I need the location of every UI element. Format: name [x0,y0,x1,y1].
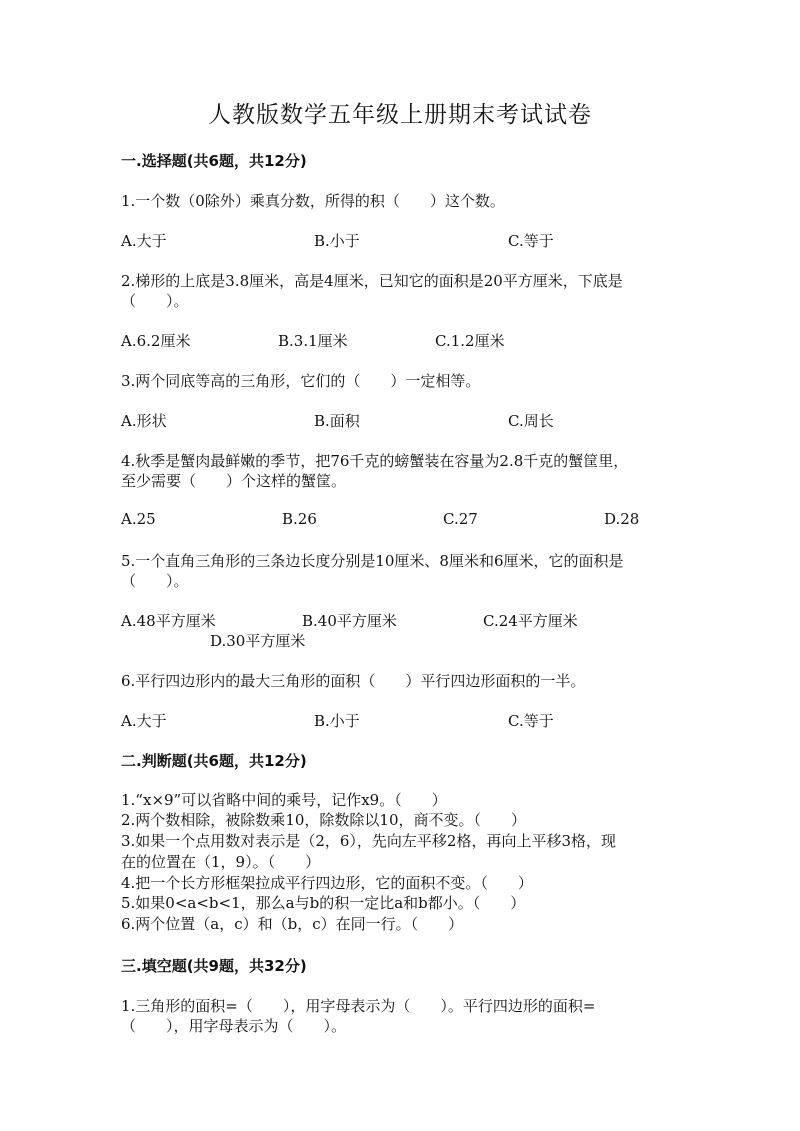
question-text-cont: （ ）。 [121,572,189,590]
question-text: 3.两个同底等高的三角形，它们的（ ）一定相等。 [121,372,481,390]
option-b: B.40平方厘米 [302,612,397,630]
question-text: 2.梯形的上底是3.8厘米，高是4厘米，已知它的面积是20平方厘米，下底是 [121,272,623,290]
question-text: 6.平行四边形内的最大三角形的面积（ ）平行四边形面积的一半。 [121,672,586,690]
option-c: C.等于 [508,232,554,250]
option-c: C.周长 [508,412,554,430]
option-a: A.大于 [121,712,167,730]
question-text: 4.秋季是蟹肉最鲜嫩的季节，把76千克的螃蟹装在容量为2.8千克的蟹筐里， [121,452,629,470]
option-a: A.大于 [121,232,167,250]
option-b: B.小于 [314,712,360,730]
section-heading-fill: 三.填空题(共9题，共32分) [121,957,307,975]
question-text: 5.一个直角三角形的三条边长度分别是10厘米、8厘米和6厘米，它的面积是 [121,552,624,570]
question-text-cont: 至少需要（ ）个这样的蟹筐。 [121,472,347,490]
option-b: B.小于 [314,232,360,250]
section-heading-choice: 一.选择题(共6题，共12分) [121,152,307,170]
option-c: C.24平方厘米 [483,612,578,630]
option-d: D.28 [604,510,640,528]
judgment-item: 5.如果0<a<b<1，那么a与b的积一定比a和b都小。（ ） [121,894,526,912]
option-d: D.30平方厘米 [210,632,306,650]
judgment-item: 4.把一个长方形框架拉成平行四边形，它的面积不变。（ ） [121,874,533,892]
question-text: 1.一个数（0除外）乘真分数，所得的积（ ）这个数。 [121,192,505,210]
judgment-item: 1.“x×9”可以省略中间的乘号，记作x9。（ ） [121,791,447,809]
option-b: B.3.1厘米 [278,332,348,350]
judgment-item-cont: 在的位置在（1，9）。（ ） [121,853,321,871]
option-a: A.形状 [121,412,167,430]
option-b: B.26 [282,510,317,528]
fill-item-cont: （ ），用字母表示为（ ）。 [121,1017,347,1035]
fill-item: 1.三角形的面积=（ ），用字母表示为（ ）。平行四边形的面积= [121,997,596,1015]
option-a: A.25 [121,510,156,528]
judgment-item: 6.两个位置（a，c）和（b，c）在同一行。（ ） [121,915,464,933]
option-b: B.面积 [314,412,360,430]
page-title: 人教版数学五年级上册期末考试试卷 [208,102,592,128]
question-text-cont: （ ）。 [121,292,189,310]
option-c: C.等于 [508,712,554,730]
judgment-item: 2.两个数相除，被除数乘10，除数除以10，商不变。（ ） [121,811,526,829]
option-a: A.6.2厘米 [121,332,191,350]
option-c: C.27 [443,510,478,528]
section-heading-judgment: 二.判断题(共6题，共12分) [121,752,307,770]
option-a: A.48平方厘米 [121,612,216,630]
judgment-item: 3.如果一个点用数对表示是（2，6），先向左平移2格，再向上平移3格，现 [121,832,616,850]
option-c: C.1.2厘米 [435,332,505,350]
